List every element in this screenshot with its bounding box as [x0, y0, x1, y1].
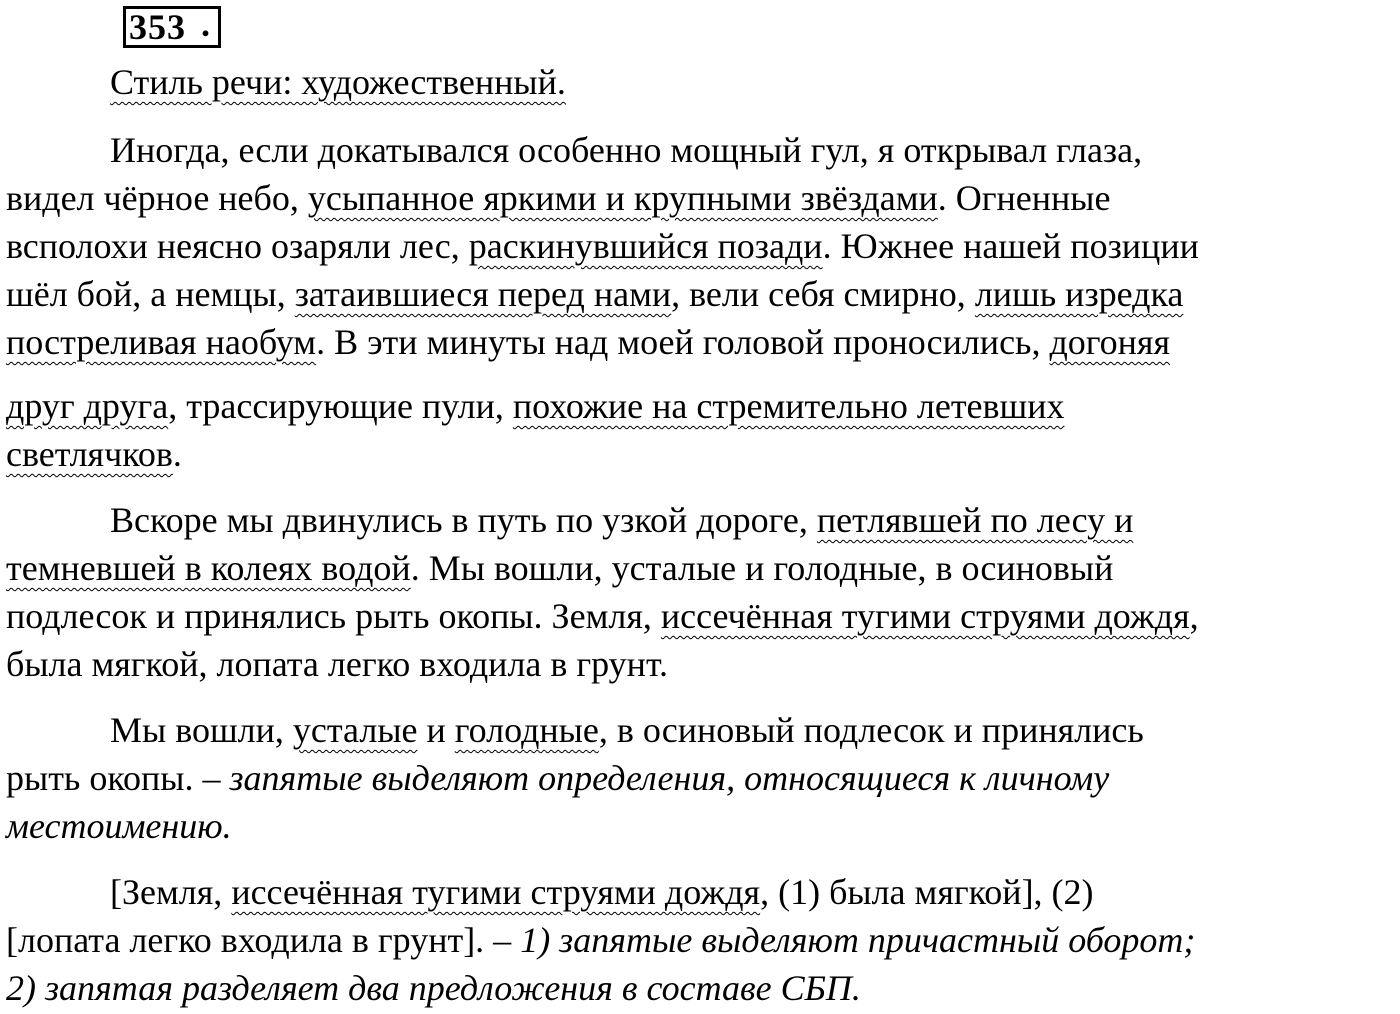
p2-line-2	[6, 544, 1113, 592]
text: . В эти минуты над моей головой проносились,	[316, 322, 1050, 362]
text: , трассирующие пули,	[168, 386, 513, 426]
text: была мягкой, лопата легко входила в грунт.	[6, 644, 668, 684]
adjective-phrase: похожие на стремительно летевших	[512, 386, 1065, 426]
text: , (1) была мягкой], (2)	[760, 872, 1094, 912]
text: и	[417, 710, 455, 750]
gerund-phrase: друг друга	[6, 386, 169, 426]
participle-phrase: иссечённая тугими струями дождя	[231, 872, 761, 912]
participle-phrase: темневшей в колеях водой	[6, 548, 411, 588]
p4-line-1	[110, 868, 1094, 916]
p2-line-1	[110, 496, 1133, 544]
text: . Южнее нашей позиции	[822, 226, 1199, 266]
text: , в осиновый подлесок и принялись	[598, 710, 1144, 750]
p2-line-3	[6, 592, 1199, 640]
p2-line-4	[6, 640, 668, 688]
text: [Земля,	[110, 872, 232, 912]
text: шёл бой, а немцы,	[6, 274, 295, 314]
participle-phrase: петлявшей по лесу и	[816, 500, 1134, 540]
text: видел чёрное небо,	[6, 178, 308, 218]
exercise-number: 353	[129, 7, 186, 47]
explanation: местоимению.	[6, 806, 232, 846]
p4-line-2	[6, 916, 1195, 964]
p1-line-7	[6, 430, 182, 478]
p1-line-6	[6, 382, 1065, 430]
text: ,	[1189, 596, 1199, 636]
adjective: голодные	[454, 710, 599, 750]
p4-line-3	[6, 964, 861, 1012]
text: Иногда, если докатывался особенно мощный гул, я открывал глаза,	[110, 130, 1143, 170]
p3-line-1	[110, 706, 1144, 754]
gerund-phrase: постреливая наобум	[6, 322, 317, 362]
adjective: усталые	[292, 710, 418, 750]
participle-phrase: усыпанное яркими и крупными звёздами	[307, 178, 938, 218]
text: . Огненные	[937, 178, 1111, 218]
p1-line-5	[6, 318, 1170, 366]
participle-phrase: раскинувшийся позади	[468, 226, 823, 266]
p3-line-3	[6, 802, 232, 850]
text: .	[172, 434, 182, 474]
style-text: Стиль речи: художественный.	[110, 62, 566, 102]
p1-line-1	[110, 126, 1142, 174]
explanation: 2) запятая разделяет два предложения в составе СБП.	[6, 968, 861, 1008]
p1-line-2	[6, 174, 1110, 222]
text: подлесок и принялись рыть окопы. Земля,	[6, 596, 661, 636]
text: [лопата легко входила в грунт]. –	[6, 920, 521, 960]
text: Вскоре мы двинулись в путь по узкой дороге,	[110, 500, 817, 540]
p1-line-4	[6, 270, 1183, 318]
gerund-phrase: лишь изредка	[974, 274, 1184, 314]
p3-line-2	[6, 754, 1109, 802]
text: Мы вошли,	[110, 710, 293, 750]
explanation: запятые выделяют определения, относящиеся к личному	[229, 758, 1110, 798]
adjective-phrase: светлячков	[6, 434, 173, 474]
text: всполохи неясно озаряли лес,	[6, 226, 469, 266]
gerund-phrase: догоняя	[1049, 322, 1171, 362]
style-line	[110, 58, 566, 106]
p1-line-3	[6, 222, 1199, 270]
exercise-number-dot: .	[201, 4, 210, 44]
text: рыть окопы. –	[6, 758, 230, 798]
participle-phrase: иссечённая тугими струями дождя	[660, 596, 1190, 636]
explanation: 1) запятые выделяют причастный оборот;	[520, 920, 1196, 960]
participle-phrase: затаившиеся перед нами	[294, 274, 672, 314]
text: . Мы вошли, усталые и голодные, в осиновый	[410, 548, 1114, 588]
text: , вели себя смирно,	[671, 274, 975, 314]
